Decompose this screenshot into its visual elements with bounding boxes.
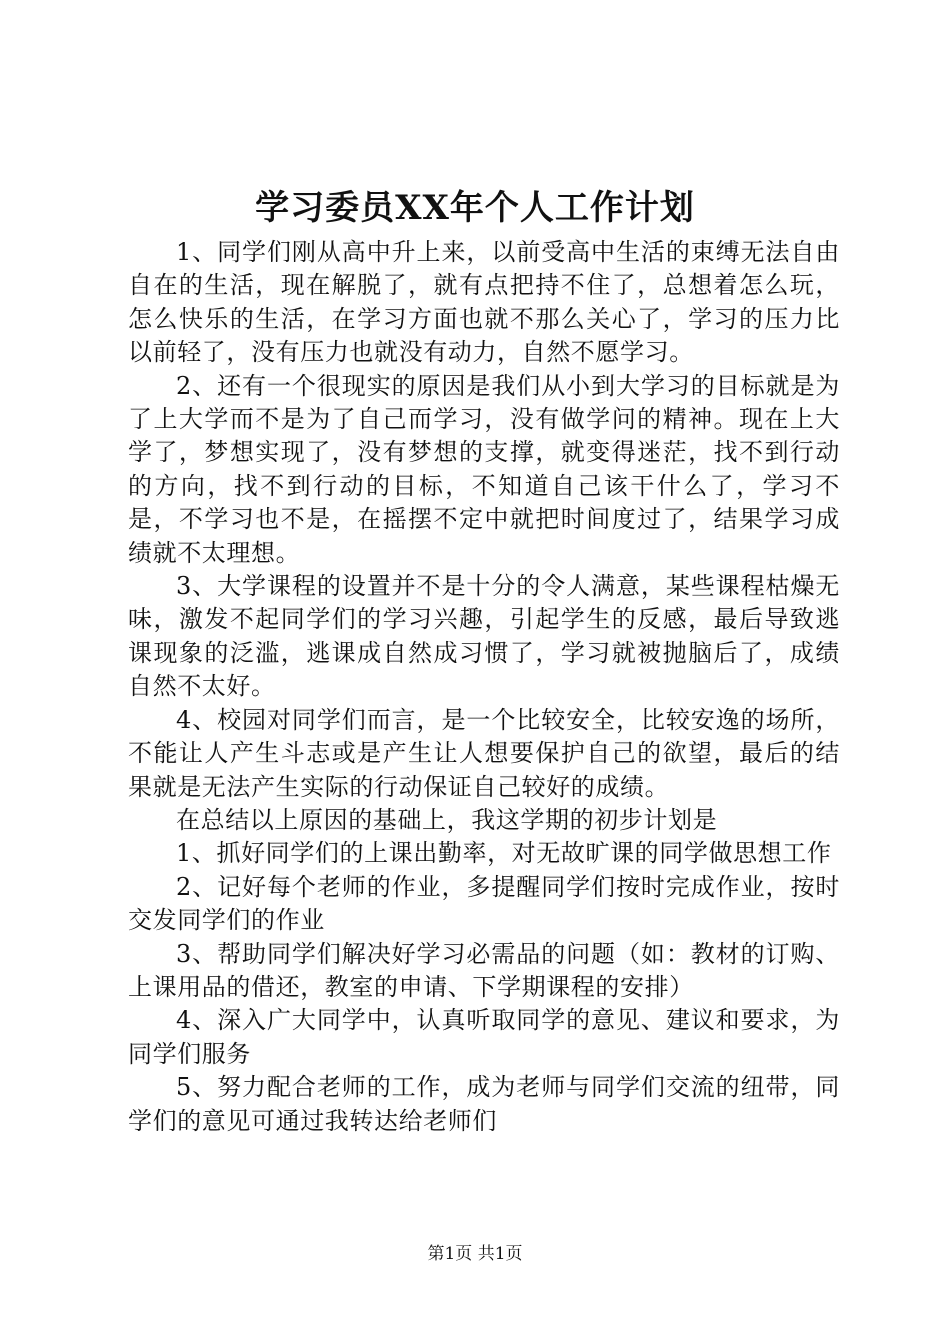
document-title: 学习委员XX年个人工作计划	[255, 188, 695, 228]
plan-item-3: 3、帮助同学们解决好学习必需品的问题（如：教材的订购、上课用品的借还，教室的申请、下学期课程的安排）	[128, 939, 840, 1001]
plan-item-4: 4、深入广大同学中，认真听取同学的意见、建议和要求，为同学们服务	[128, 1006, 840, 1068]
plan-item-2: 2、记好每个老师的作业，多提醒同学们按时完成作业，按时交发同学们的作业	[128, 872, 840, 935]
plan-item-5: 5、努力配合老师的工作，成为老师与同学们交流的纽带，同学们的意见可通过我转达给老师们	[128, 1073, 840, 1135]
page-footer: 第1页 共1页	[427, 1244, 523, 1264]
paragraph-3: 3、大学课程的设置并不是十分的令人满意，某些课程枯燥无味，激发不起同学们的学习兴趣，引起学生的反感，最后导致逃课现象的泛滥，逃课成自然成习惯了，学习就被抛脑后了，成绩自然不太好。	[128, 572, 840, 701]
paragraph-4: 4、校园对同学们而言，是一个比较安全，比较安逸的场所，不能让人产生斗志或是产生让人想要保护自己的欲望，最后的结果就是无法产生实际的行动保证自己较好的成绩。	[128, 705, 840, 801]
paragraph-1: 1、同学们刚从高中升上来，以前受高中生活的束缚无法自由自在的生活，现在解脱了，就有点把持不住了，总想着怎么玩，怎么快乐的生活，在学习方面也就不那么关心了，学习的压力比以前轻了，没有压力也就没有动力，自然不愿学习。	[128, 238, 840, 367]
paragraph-summary: 在总结以上原因的基础上，我这学期的初步计划是	[176, 805, 718, 834]
plan-item-1: 1、抓好同学们的上课出勤率，对无故旷课的同学做思想工作	[176, 839, 832, 868]
paragraph-2: 2、还有一个很现实的原因是我们从小到大学习的目标就是为了上大学而不是为了自己而学习，没有做学问的精神。现在上大学了，梦想实现了，没有梦想的支撑，就变得迷茫，找不到行动的方向，找不到行动的目标，不知道自己该干什么了，学习不是，不学习也不是，在摇摆不定中就把时间度过了，结果学习成绩就不太理想。	[128, 371, 840, 567]
document-body	[128, 236, 840, 1138]
